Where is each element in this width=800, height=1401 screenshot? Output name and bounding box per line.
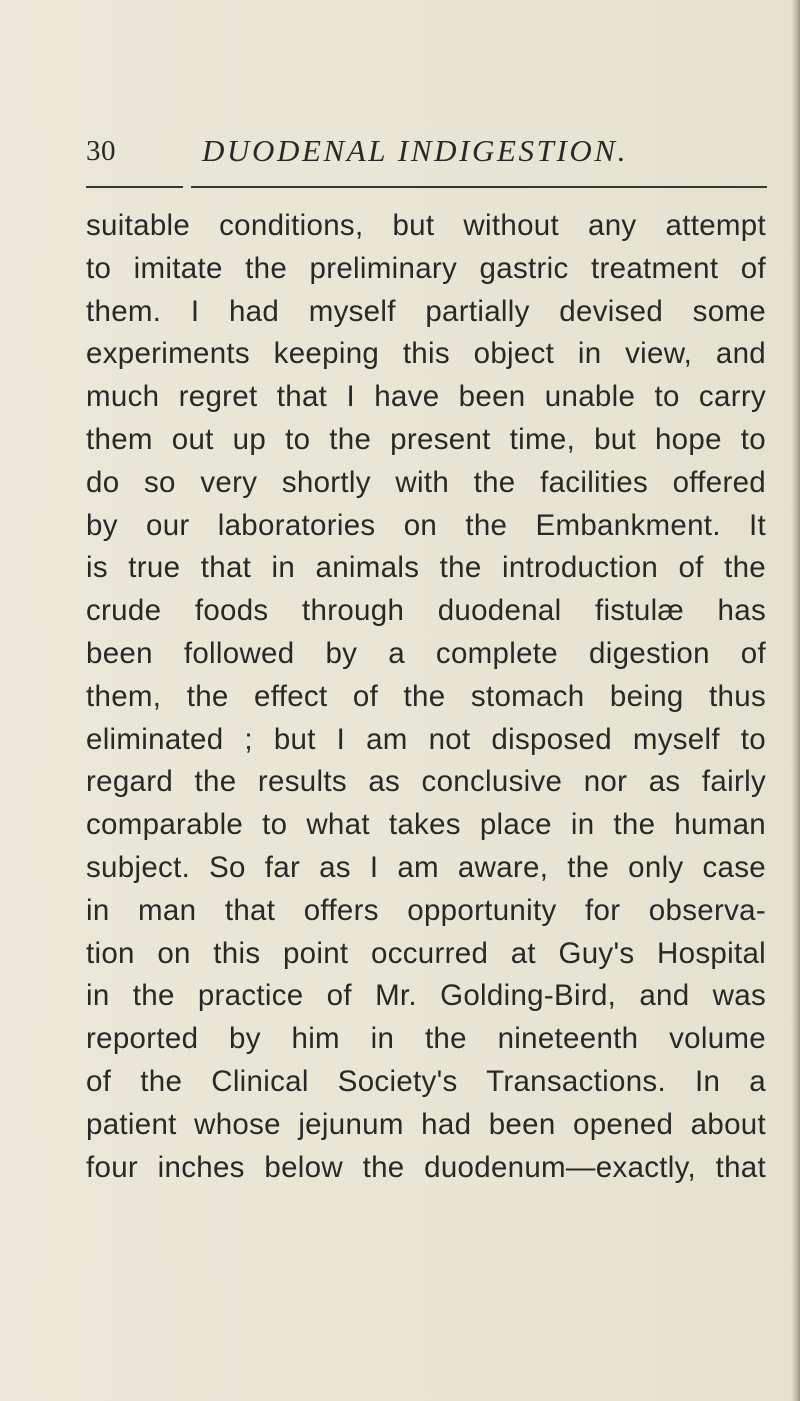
text-line: of the Clinical Society's Transactions. In a bbox=[86, 1064, 766, 1098]
text-line: suitable conditions, but without any attempt bbox=[86, 209, 766, 242]
page-header bbox=[86, 128, 766, 174]
text-line: subject. So far as I am aware, the only case bbox=[86, 850, 766, 884]
text-line: them out up to the present time, but hope to bbox=[86, 422, 766, 456]
text-line: is true that in animals the introduction of the bbox=[86, 551, 766, 585]
body-text bbox=[86, 205, 766, 1189]
header-rule-short bbox=[86, 186, 183, 188]
header-rule-long bbox=[191, 186, 767, 188]
text-line: crude foods through duodenal fistulæ has bbox=[86, 594, 766, 628]
text-line: eliminated ; but I am not disposed myself to bbox=[86, 722, 766, 756]
text-line: in the practice of Mr. Golding-Bird, and was bbox=[86, 979, 766, 1013]
text-line: in man that offers opportunity for observa- bbox=[86, 893, 766, 927]
text-line: comparable to what takes place in the human bbox=[86, 808, 766, 842]
text-line: by our laboratories on the Embankment. It bbox=[86, 508, 766, 542]
text-line: regard the results as conclusive nor as fairly bbox=[86, 765, 766, 799]
page-number: 30 bbox=[86, 135, 116, 167]
text-line: experiments keeping this object in view, and bbox=[86, 337, 766, 371]
running-title: DUODENAL INDIGESTION. bbox=[202, 133, 629, 168]
text-line: them, the effect of the stomach being thus bbox=[86, 679, 766, 713]
text-line: them. I had myself partially devised some bbox=[86, 294, 766, 328]
text-line: patient whose jejunum had been opened about bbox=[86, 1107, 766, 1141]
page-edge-shadow bbox=[791, 0, 800, 1401]
text-line: much regret that I have been unable to carry bbox=[86, 380, 766, 414]
text-line: reported by him in the nineteenth volume bbox=[86, 1022, 766, 1056]
text-line: tion on this point occurred at Guy's Hospital bbox=[86, 936, 766, 970]
text-line: do so very shortly with the facilities offered bbox=[86, 465, 766, 499]
text-line: four inches below the duodenum—exactly, that bbox=[86, 1150, 766, 1184]
text-line: been followed by a complete digestion of bbox=[86, 636, 766, 670]
text-line: to imitate the preliminary gastric treatment of bbox=[86, 251, 766, 285]
